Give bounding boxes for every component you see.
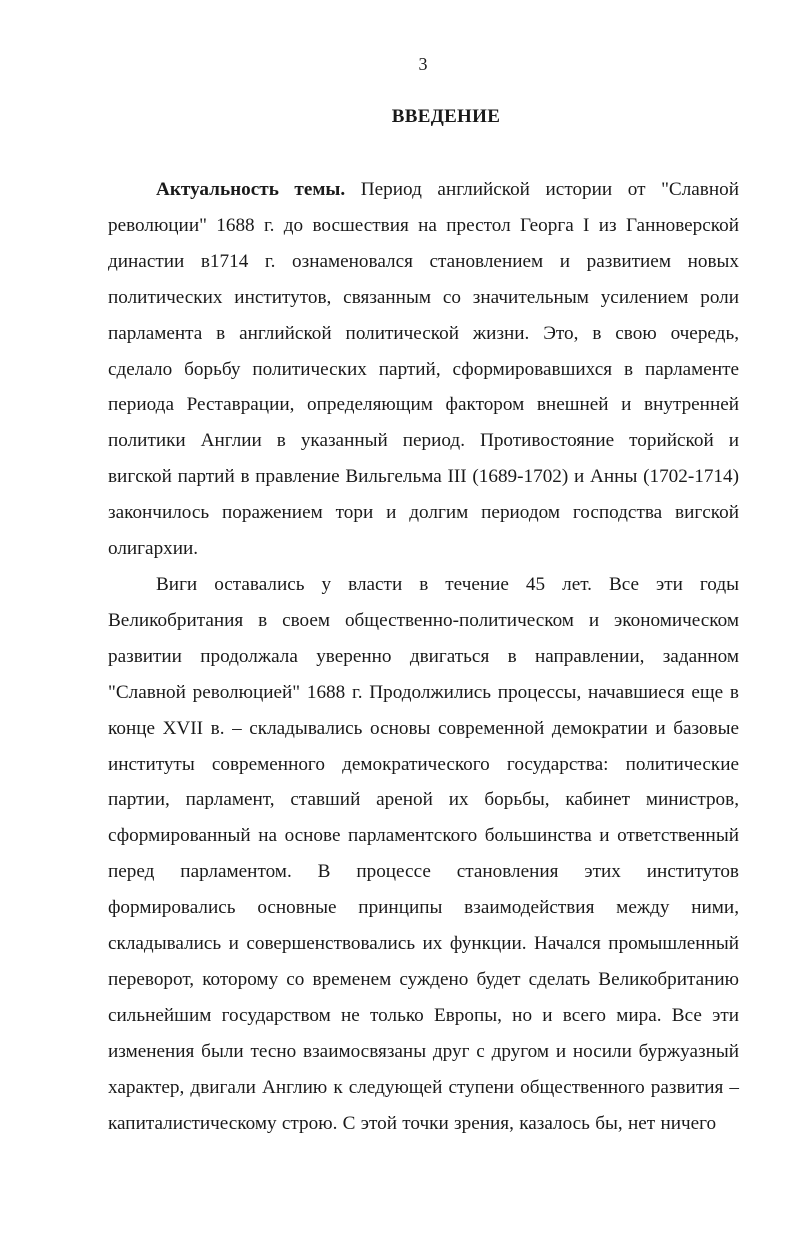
paragraph-whigs	[108, 567, 739, 1142]
paragraph-text: Период английской истории от "Славной революции" 1688 г. до восшествия на престол Георга I из Ганноверской династии в1714 г. ознаменовался становлением и развитием новых политических институтов, связанным со значительным усилением роли парламента в английской политической жизни. Это, в свою очередь, сделало борьбу политических партий, сформировавшихся в парламенте периода Реставрации, определяющим фактором внешней и внутренней политики Англии в указанный период. Противостояние торийской и вигской партий в правление Вильгельма III (1689-1702) и Анны (1702-1714) закончилось поражением тори и долгим периодом господства вигской олигархии.	[108, 179, 739, 560]
section-heading: ВВЕДЕНИЕ	[391, 106, 501, 127]
paragraph-relevance	[108, 172, 739, 567]
paragraph-text: Виги оставались у власти в течение 45 лет. Все эти годы Великобритания в своем общественно-политическом и экономическом развитии продолжала уверенно двигаться в направлении, заданном "Славной революцией" 1688 г. Продолжились процессы, начавшиеся еще в конце XVII в. – складывались основы современной демократии и базовые институты современного демократического государства: политические партии, парламент, ставший ареной их борьбы, кабинет министров, сформированный на основе парламентского большинства и ответственный перед парламентом. В процессе становления этих институтов формировались основные принципы взаимодействия между ними, складывались и совершенствовались их функции. Начался промышленный переворот, которому со временем суждено будет сделать Великобританию сильнейшим государством не только Европы, но и всего мира. Все эти изменения были тесно взаимосвязаны друг с другом и носили буржуазный характер, двигали Англию к следующей ступени общественного развития – капиталистическому строю. С этой точки зрения, казалось бы, нет ничего	[108, 573, 739, 1134]
body-text	[108, 172, 739, 1141]
page-number: 3	[418, 54, 428, 74]
paragraph-lead: Актуальность темы.	[156, 179, 346, 200]
